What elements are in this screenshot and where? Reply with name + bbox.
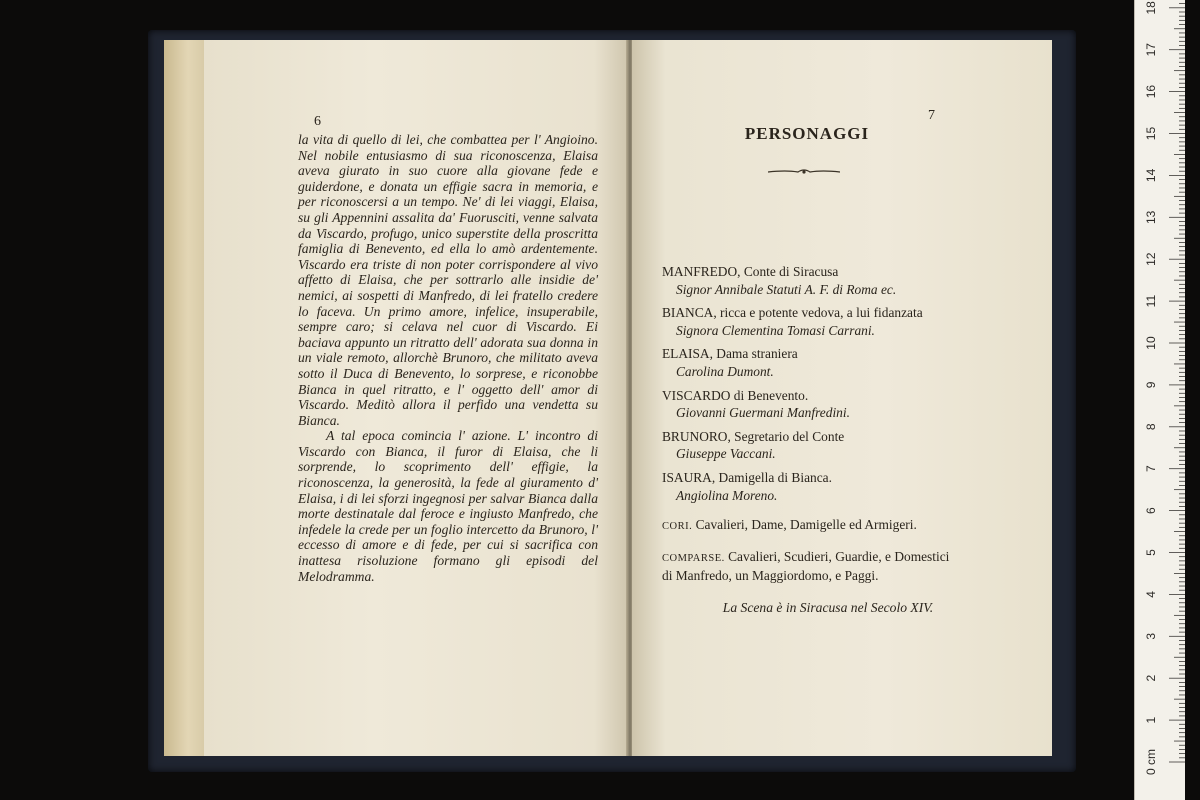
ruler-number: 18 [1144,1,1158,15]
chorus-label: CORI. [662,521,693,533]
ruler-number: 11 [1144,294,1158,308]
extras-label: COMPARSE. [662,552,725,564]
chorus-line [662,516,962,536]
ruler-number: 10 [1144,336,1158,350]
extras-text: Cavalieri, Scudieri, Guardie, e Domestici di Manfredo, un Maggiordomo, e Paggi. [662,548,950,584]
ruler-number: 16 [1144,84,1158,99]
page-number-left: 6 [314,114,321,129]
paragraph: la vita di quello di lei, che combattea per l' Angioino. Nel nobile entusiasmo di sua riconoscenza, Elaisa aveva giurato in suo cuore alla giovane fede e guiderdone, e donata un effigie sacra in memoria, e per riconoscersi a un tempo. Ne' di lei viaggi, Elaisa, su gli Appennini assalita da' Fuorusciti, venne salvata da Viscardo, profugo, unico superstite della proscritta famiglia di Benevento, ed ella lo amò ardentemente. Viscardo era triste di non poter corrispondere al vivo affetto di Elaisa, che per sottrarlo alle insidie de' nemici, ai sospetti di Manfredo, di lei fratello credere lo faceva. Un primo amore, infelice, insuperabile, sempre caro; si celava nel cuor di Viscardo. Ei baciava appunto un ritratto dell' adorata sua donna in un viale remoto, allorchè Brunoro, che militato aveva sotto il Duca di Benevento, lo sorprese, e riconobbe Bianca in quel ritratto, e l' oggetto dell' amor di Viscardo. Meditò allora il perfido una vendetta su Bianca. [298,132,598,428]
measuring-ruler [1134,0,1185,800]
ruler-number: 6 [1144,507,1158,514]
role-name: BRUNORO, Segretario del Conte [662,428,845,444]
cast-entry [662,263,962,298]
paragraph: A tal epoca comincia l' azione. L' incontro di Viscardo con Bianca, il furor di Elaisa, che li sorprende, lo scoprimento dell' effigie, la riconoscenza, la generosità, la fede al giuramento d' Elaisa, i di lei sforzi ingegnosi per salvar Bianca dalla morte destinatale dal feroce e ingiusto Manfredo, che infedele la crede per un foglio intercetto da Brunoro, l' eccesso di amore e di fede, per cui si sacrifica con inattesa risoluzione formano gli episodi del Melodramma. [298,428,598,584]
actor-name: Signora Clementina Tomasi Carrani. [676,322,875,338]
actor-name: Carolina Dumont. [676,363,774,379]
role-name: MANFREDO, Conte di Siracusa [662,264,839,279]
actor-name: Angiolina Moreno. [676,487,778,503]
ruler-number: 4 [1144,591,1158,598]
actor-name: Signor Annibale Statuti A. F. di Roma ec. [676,281,897,297]
ruler-number: 8 [1144,423,1158,431]
page-edges [164,40,204,756]
role-name: VISCARDO di Benevento. [662,387,809,403]
ruler-number: 12 [1144,252,1158,266]
ruler-scale [1135,0,1185,800]
ruler-number: 2 [1144,674,1158,682]
actor-name: Giovanni Guermani Manfredini. [676,405,850,421]
ruler-number: 5 [1144,549,1158,556]
role-name: ELAISA, Dama straniera [662,346,798,362]
page-title: PERSONAGGI [744,124,870,143]
scene-note: La Scena è in Siracusa nel Secolo XIV. [722,600,934,615]
ruler-number: 17 [1144,43,1158,57]
ruler-number: 14 [1144,168,1158,183]
chorus-text: Cavalieri, Dame, Damigelle ed Armigeri. [695,517,917,533]
cast-list [662,263,962,585]
ruler-number: 7 [1144,465,1158,473]
cast-entry [662,345,962,380]
ruler-number: 1 [1144,716,1158,724]
ornament-divider [768,168,840,176]
role-name: BIANCA, ricca e potente vedova, a lui fidanzata [662,305,923,321]
page-number-right: 7 [928,108,935,123]
ruler-number: 3 [1144,632,1158,640]
ruler-number: 0 cm [1144,748,1158,776]
cast-entry [662,387,962,422]
cast-entry [662,304,962,339]
ruler-number: 9 [1144,381,1158,389]
ruler-number: 15 [1144,126,1158,141]
left-page [204,40,628,756]
right-page [632,40,1052,756]
extras-line [662,548,962,585]
actor-name: Giuseppe Vaccani. [676,446,776,462]
role-name: ISAURA, Damigella di Bianca. [662,469,832,485]
ruler-number: 13 [1144,210,1158,224]
cast-entry [662,469,962,504]
cast-entry [662,428,962,463]
preface-text [298,132,598,584]
